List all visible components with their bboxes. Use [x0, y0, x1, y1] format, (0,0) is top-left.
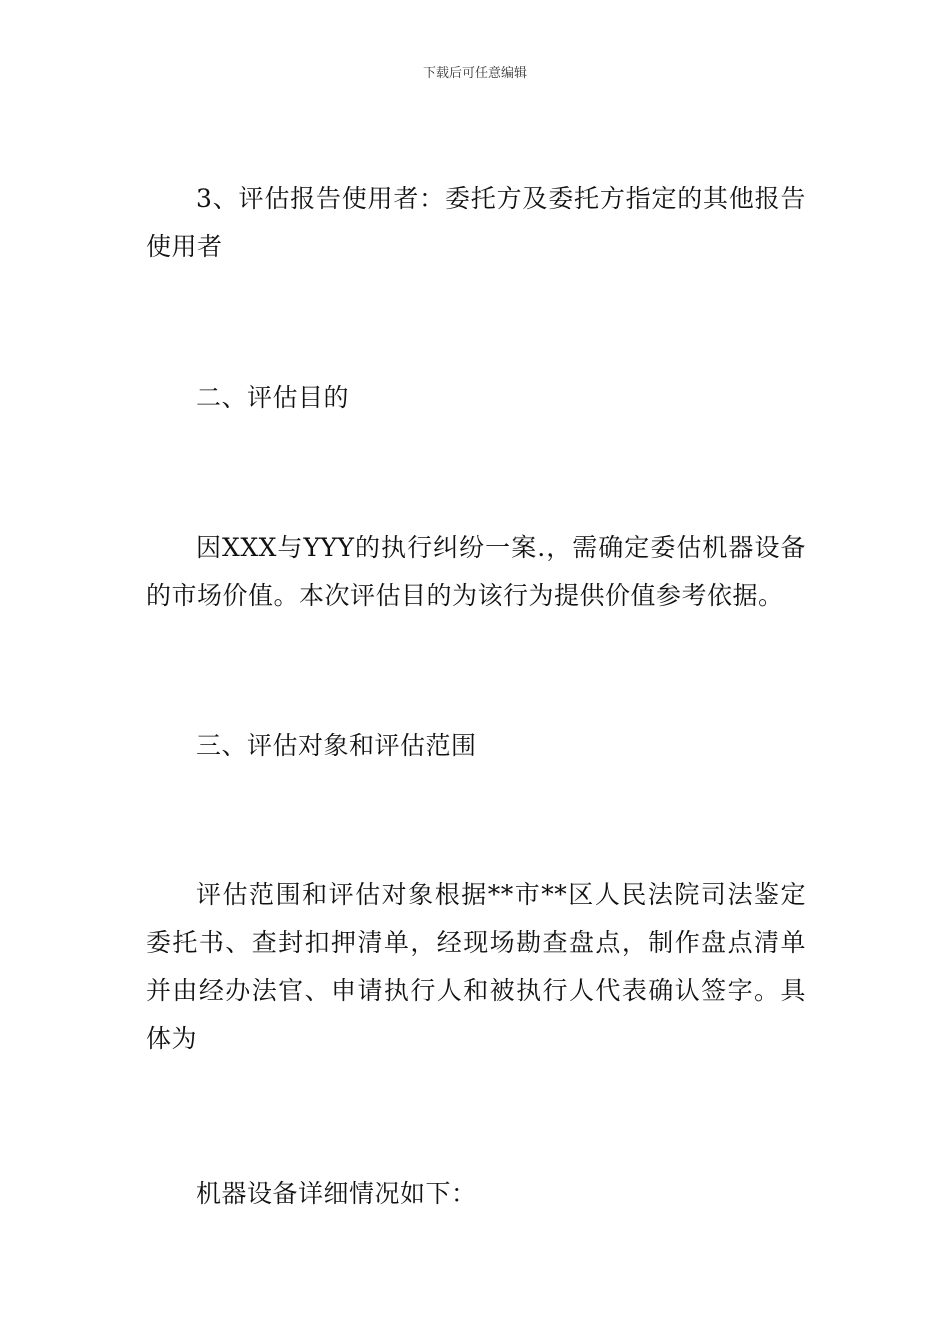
- section-heading-purpose: 二、评估目的: [196, 383, 350, 412]
- paragraph-equipment-details: 机器设备详细情况如下：: [196, 1179, 477, 1208]
- paragraph-report-users: 3、评估报告使用者：委托方及委托方指定的其他报告使用者: [146, 184, 806, 261]
- section-heading-scope: 三、评估对象和评估范围: [196, 731, 477, 760]
- page-header: 下载后可任意编辑: [422, 66, 527, 81]
- paragraph-scope: 评估范围和评估对象根据**市**区人民法院司法鉴定委托书、查封扣押清单，经现场勘查盘点，制作盘点清单并由经办法官、申请执行人和被执行人代表确认签字。具体为: [146, 880, 806, 1053]
- paragraph-purpose: 因XXX与YYY的执行纠纷一案.，需确定委估机器设备的市场价值。本次评估目的为该行为提供价值参考依据。: [146, 533, 806, 610]
